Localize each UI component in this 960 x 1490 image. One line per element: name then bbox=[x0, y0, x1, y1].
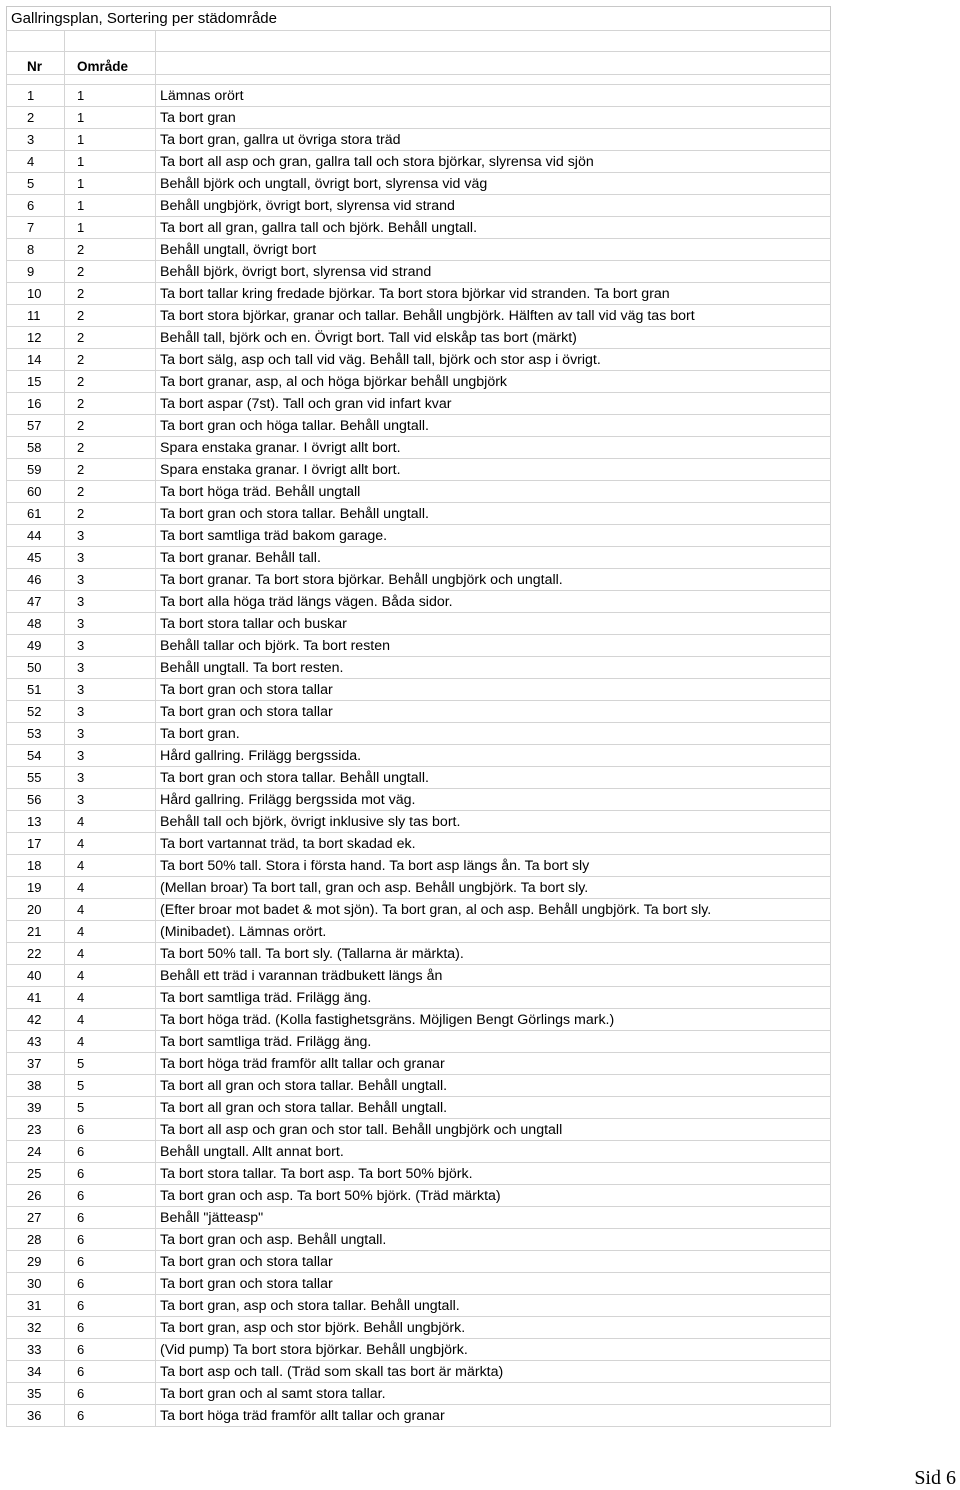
row-area: 4 bbox=[65, 899, 156, 921]
table-row bbox=[7, 1273, 831, 1295]
row-description: Ta bort gran och stora tallar. Behåll ungtall. bbox=[156, 503, 831, 525]
row-description: Ta bort höga träd framför allt tallar och granar bbox=[156, 1053, 831, 1075]
row-area: 6 bbox=[65, 1273, 156, 1295]
row-area: 4 bbox=[65, 987, 156, 1009]
row-area: 3 bbox=[65, 723, 156, 745]
row-nr: 55 bbox=[7, 767, 65, 789]
row-description: Ta bort gran och al samt stora tallar. bbox=[156, 1383, 831, 1405]
row-area: 3 bbox=[65, 679, 156, 701]
row-description: Ta bort gran och stora tallar. Behåll ungtall. bbox=[156, 767, 831, 789]
row-nr: 51 bbox=[7, 679, 65, 701]
table-row bbox=[7, 305, 831, 327]
row-description: Ta bort all gran, gallra tall och björk. Behåll ungtall. bbox=[156, 217, 831, 239]
row-nr: 3 bbox=[7, 129, 65, 151]
table-row bbox=[7, 503, 831, 525]
row-area: 2 bbox=[65, 327, 156, 349]
row-area: 4 bbox=[65, 811, 156, 833]
row-description: Ta bort vartannat träd, ta bort skadad ek. bbox=[156, 833, 831, 855]
row-description: Ta bort tallar kring fredade björkar. Ta bort stora björkar vid stranden. Ta bort gran bbox=[156, 283, 831, 305]
row-area: 2 bbox=[65, 415, 156, 437]
row-area: 3 bbox=[65, 569, 156, 591]
row-nr: 10 bbox=[7, 283, 65, 305]
row-nr: 18 bbox=[7, 855, 65, 877]
table-row bbox=[7, 877, 831, 899]
row-nr: 30 bbox=[7, 1273, 65, 1295]
row-description: Ta bort asp och tall. (Träd som skall tas bort är märkta) bbox=[156, 1361, 831, 1383]
row-description: Ta bort alla höga träd längs vägen. Båda sidor. bbox=[156, 591, 831, 613]
table-row bbox=[7, 613, 831, 635]
table-row bbox=[7, 129, 831, 151]
row-description: Ta bort samtliga träd. Frilägg äng. bbox=[156, 1031, 831, 1053]
row-area: 4 bbox=[65, 1009, 156, 1031]
row-area: 2 bbox=[65, 437, 156, 459]
row-description: Ta bort all asp och gran och stor tall. Behåll ungbjörk och ungtall bbox=[156, 1119, 831, 1141]
row-nr: 32 bbox=[7, 1317, 65, 1339]
header-desc bbox=[156, 52, 831, 75]
table-row bbox=[7, 1141, 831, 1163]
row-description: Ta bort gran, asp och stora tallar. Behåll ungtall. bbox=[156, 1295, 831, 1317]
row-description: Ta bort gran och stora tallar bbox=[156, 1273, 831, 1295]
row-description: Ta bort höga träd. (Kolla fastighetsgräns. Möjligen Bengt Görlings mark.) bbox=[156, 1009, 831, 1031]
row-description: Ta bort gran och asp. Behåll ungtall. bbox=[156, 1229, 831, 1251]
row-description: Behåll björk, övrigt bort, slyrensa vid strand bbox=[156, 261, 831, 283]
row-description: Ta bort gran och asp. Ta bort 50% björk. (Träd märkta) bbox=[156, 1185, 831, 1207]
row-area: 2 bbox=[65, 503, 156, 525]
row-nr: 61 bbox=[7, 503, 65, 525]
table-row bbox=[7, 195, 831, 217]
row-area: 4 bbox=[65, 1031, 156, 1053]
row-area: 3 bbox=[65, 745, 156, 767]
row-description: Hård gallring. Frilägg bergssida mot väg. bbox=[156, 789, 831, 811]
row-description: Behåll tall och björk, övrigt inklusive sly tas bort. bbox=[156, 811, 831, 833]
row-nr: 39 bbox=[7, 1097, 65, 1119]
row-nr: 29 bbox=[7, 1251, 65, 1273]
table-row bbox=[7, 745, 831, 767]
row-area: 2 bbox=[65, 481, 156, 503]
spreadsheet-page bbox=[6, 6, 831, 1427]
row-area: 2 bbox=[65, 371, 156, 393]
row-area: 6 bbox=[65, 1207, 156, 1229]
row-area: 5 bbox=[65, 1075, 156, 1097]
row-description: (Minibadet). Lämnas orört. bbox=[156, 921, 831, 943]
row-nr: 34 bbox=[7, 1361, 65, 1383]
page-number: Sid 6 bbox=[914, 1467, 956, 1489]
row-nr: 22 bbox=[7, 943, 65, 965]
row-nr: 48 bbox=[7, 613, 65, 635]
row-description: Ta bort sälg, asp och tall vid väg. Behåll tall, björk och stor asp i övrigt. bbox=[156, 349, 831, 371]
row-area: 4 bbox=[65, 943, 156, 965]
row-description: Ta bort samtliga träd bakom garage. bbox=[156, 525, 831, 547]
row-description: Behåll björk och ungtall, övrigt bort, slyrensa vid väg bbox=[156, 173, 831, 195]
table-row bbox=[7, 1339, 831, 1361]
table-row bbox=[7, 1405, 831, 1427]
table-row bbox=[7, 921, 831, 943]
row-description: Behåll tallar och björk. Ta bort resten bbox=[156, 635, 831, 657]
row-nr: 23 bbox=[7, 1119, 65, 1141]
row-area: 6 bbox=[65, 1229, 156, 1251]
row-area: 4 bbox=[65, 855, 156, 877]
table-row bbox=[7, 965, 831, 987]
row-description: Ta bort gran bbox=[156, 107, 831, 129]
row-nr: 5 bbox=[7, 173, 65, 195]
table-row bbox=[7, 1053, 831, 1075]
row-nr: 38 bbox=[7, 1075, 65, 1097]
row-description: Ta bort gran och stora tallar bbox=[156, 1251, 831, 1273]
row-area: 2 bbox=[65, 239, 156, 261]
table-row bbox=[7, 1075, 831, 1097]
row-area: 6 bbox=[65, 1251, 156, 1273]
row-nr: 43 bbox=[7, 1031, 65, 1053]
table-row bbox=[7, 151, 831, 173]
row-description: Ta bort granar. Behåll tall. bbox=[156, 547, 831, 569]
table-row bbox=[7, 789, 831, 811]
table-row bbox=[7, 371, 831, 393]
table-row bbox=[7, 415, 831, 437]
row-area: 5 bbox=[65, 1097, 156, 1119]
row-description: Ta bort gran och stora tallar bbox=[156, 679, 831, 701]
row-nr: 60 bbox=[7, 481, 65, 503]
row-area: 3 bbox=[65, 591, 156, 613]
table-row bbox=[7, 327, 831, 349]
row-nr: 7 bbox=[7, 217, 65, 239]
row-area: 3 bbox=[65, 613, 156, 635]
table-row bbox=[7, 1119, 831, 1141]
table-row bbox=[7, 1251, 831, 1273]
row-nr: 49 bbox=[7, 635, 65, 657]
row-nr: 2 bbox=[7, 107, 65, 129]
row-nr: 8 bbox=[7, 239, 65, 261]
row-nr: 47 bbox=[7, 591, 65, 613]
row-area: 1 bbox=[65, 85, 156, 107]
table-row bbox=[7, 1009, 831, 1031]
row-description: Ta bort granar. Ta bort stora björkar. Behåll ungbjörk och ungtall. bbox=[156, 569, 831, 591]
table-row bbox=[7, 811, 831, 833]
table-row bbox=[7, 855, 831, 877]
row-nr: 58 bbox=[7, 437, 65, 459]
row-description: Spara enstaka granar. I övrigt allt bort. bbox=[156, 437, 831, 459]
table-row bbox=[7, 85, 831, 107]
table-row bbox=[7, 591, 831, 613]
table-row bbox=[7, 481, 831, 503]
table-row bbox=[7, 569, 831, 591]
row-area: 3 bbox=[65, 657, 156, 679]
row-description: Behåll ungtall. Allt annat bort. bbox=[156, 1141, 831, 1163]
row-description: Ta bort all asp och gran, gallra tall och stora björkar, slyrensa vid sjön bbox=[156, 151, 831, 173]
table-row bbox=[7, 1185, 831, 1207]
row-nr: 35 bbox=[7, 1383, 65, 1405]
data-table bbox=[6, 30, 831, 1427]
row-description: Spara enstaka granar. I övrigt allt bort. bbox=[156, 459, 831, 481]
row-description: Ta bort aspar (7st). Tall och gran vid infart kvar bbox=[156, 393, 831, 415]
table-row bbox=[7, 943, 831, 965]
row-area: 2 bbox=[65, 283, 156, 305]
row-nr: 1 bbox=[7, 85, 65, 107]
row-nr: 54 bbox=[7, 745, 65, 767]
header-area: Område bbox=[65, 52, 156, 75]
table-row bbox=[7, 987, 831, 1009]
row-description: Hård gallring. Frilägg bergssida. bbox=[156, 745, 831, 767]
row-nr: 14 bbox=[7, 349, 65, 371]
blank-row bbox=[7, 31, 831, 52]
row-area: 3 bbox=[65, 525, 156, 547]
row-area: 2 bbox=[65, 393, 156, 415]
row-area: 3 bbox=[65, 547, 156, 569]
table-row bbox=[7, 393, 831, 415]
table-row bbox=[7, 525, 831, 547]
row-nr: 11 bbox=[7, 305, 65, 327]
row-area: 6 bbox=[65, 1383, 156, 1405]
row-description: Lämnas orört bbox=[156, 85, 831, 107]
row-nr: 28 bbox=[7, 1229, 65, 1251]
row-nr: 25 bbox=[7, 1163, 65, 1185]
row-nr: 36 bbox=[7, 1405, 65, 1427]
row-description: Ta bort 50% tall. Stora i första hand. Ta bort asp längs ån. Ta bort sly bbox=[156, 855, 831, 877]
row-area: 6 bbox=[65, 1185, 156, 1207]
row-area: 3 bbox=[65, 767, 156, 789]
row-description: Ta bort stora tallar och buskar bbox=[156, 613, 831, 635]
row-nr: 20 bbox=[7, 899, 65, 921]
table-row bbox=[7, 1097, 831, 1119]
row-area: 1 bbox=[65, 151, 156, 173]
row-area: 1 bbox=[65, 195, 156, 217]
row-description: Behåll ungtall, övrigt bort bbox=[156, 239, 831, 261]
row-nr: 53 bbox=[7, 723, 65, 745]
table-row bbox=[7, 437, 831, 459]
row-area: 6 bbox=[65, 1361, 156, 1383]
header-nr: Nr bbox=[7, 52, 65, 75]
row-nr: 6 bbox=[7, 195, 65, 217]
row-description: Ta bort all gran och stora tallar. Behåll ungtall. bbox=[156, 1075, 831, 1097]
row-nr: 42 bbox=[7, 1009, 65, 1031]
table-row bbox=[7, 833, 831, 855]
table-row bbox=[7, 1031, 831, 1053]
spacer-row bbox=[7, 75, 831, 85]
row-area: 6 bbox=[65, 1295, 156, 1317]
row-area: 4 bbox=[65, 965, 156, 987]
table-row bbox=[7, 217, 831, 239]
row-nr: 13 bbox=[7, 811, 65, 833]
row-area: 3 bbox=[65, 789, 156, 811]
row-nr: 26 bbox=[7, 1185, 65, 1207]
table-row bbox=[7, 701, 831, 723]
row-nr: 50 bbox=[7, 657, 65, 679]
table-row bbox=[7, 1295, 831, 1317]
row-description: Behåll ungbjörk, övrigt bort, slyrensa vid strand bbox=[156, 195, 831, 217]
row-nr: 9 bbox=[7, 261, 65, 283]
table-row bbox=[7, 679, 831, 701]
row-nr: 57 bbox=[7, 415, 65, 437]
row-area: 4 bbox=[65, 921, 156, 943]
table-row bbox=[7, 723, 831, 745]
table-row bbox=[7, 899, 831, 921]
row-area: 6 bbox=[65, 1339, 156, 1361]
row-nr: 21 bbox=[7, 921, 65, 943]
row-nr: 46 bbox=[7, 569, 65, 591]
row-nr: 45 bbox=[7, 547, 65, 569]
row-description: (Efter broar mot badet & mot sjön). Ta bort gran, al och asp. Behåll ungbjörk. Ta bort sly. bbox=[156, 899, 831, 921]
row-description: Ta bort gran, gallra ut övriga stora träd bbox=[156, 129, 831, 151]
row-area: 2 bbox=[65, 305, 156, 327]
row-area: 6 bbox=[65, 1119, 156, 1141]
table-row bbox=[7, 1229, 831, 1251]
row-description: Ta bort all gran och stora tallar. Behåll ungtall. bbox=[156, 1097, 831, 1119]
row-nr: 40 bbox=[7, 965, 65, 987]
row-description: Behåll tall, björk och en. Övrigt bort. Tall vid elskåp tas bort (märkt) bbox=[156, 327, 831, 349]
row-nr: 24 bbox=[7, 1141, 65, 1163]
row-area: 6 bbox=[65, 1163, 156, 1185]
row-description: (Vid pump) Ta bort stora björkar. Behåll ungbjörk. bbox=[156, 1339, 831, 1361]
row-nr: 16 bbox=[7, 393, 65, 415]
row-description: Behåll "jätteasp" bbox=[156, 1207, 831, 1229]
row-description: Ta bort gran och stora tallar bbox=[156, 701, 831, 723]
row-description: Behåll ungtall. Ta bort resten. bbox=[156, 657, 831, 679]
row-area: 4 bbox=[65, 877, 156, 899]
row-description: (Mellan broar) Ta bort tall, gran och asp. Behåll ungbjörk. Ta bort sly. bbox=[156, 877, 831, 899]
table-row bbox=[7, 261, 831, 283]
table-row bbox=[7, 283, 831, 305]
row-nr: 41 bbox=[7, 987, 65, 1009]
row-nr: 17 bbox=[7, 833, 65, 855]
row-nr: 59 bbox=[7, 459, 65, 481]
table-row bbox=[7, 635, 831, 657]
row-nr: 19 bbox=[7, 877, 65, 899]
table-row bbox=[7, 239, 831, 261]
table-row bbox=[7, 1317, 831, 1339]
row-description: Ta bort granar, asp, al och höga björkar behåll ungbjörk bbox=[156, 371, 831, 393]
row-nr: 4 bbox=[7, 151, 65, 173]
row-description: Ta bort samtliga träd. Frilägg äng. bbox=[156, 987, 831, 1009]
table-row bbox=[7, 657, 831, 679]
row-area: 1 bbox=[65, 173, 156, 195]
row-area: 3 bbox=[65, 635, 156, 657]
row-area: 1 bbox=[65, 217, 156, 239]
table-row bbox=[7, 107, 831, 129]
row-nr: 37 bbox=[7, 1053, 65, 1075]
row-description: Ta bort stora tallar. Ta bort asp. Ta bort 50% björk. bbox=[156, 1163, 831, 1185]
table-row bbox=[7, 1383, 831, 1405]
row-nr: 12 bbox=[7, 327, 65, 349]
row-description: Ta bort höga träd framför allt tallar och granar bbox=[156, 1405, 831, 1427]
table-row bbox=[7, 173, 831, 195]
row-area: 1 bbox=[65, 107, 156, 129]
row-nr: 15 bbox=[7, 371, 65, 393]
row-nr: 44 bbox=[7, 525, 65, 547]
row-area: 5 bbox=[65, 1053, 156, 1075]
row-description: Ta bort gran och höga tallar. Behåll ungtall. bbox=[156, 415, 831, 437]
row-description: Ta bort gran. bbox=[156, 723, 831, 745]
row-description: Ta bort höga träd. Behåll ungtall bbox=[156, 481, 831, 503]
row-area: 2 bbox=[65, 261, 156, 283]
table-row bbox=[7, 767, 831, 789]
row-area: 1 bbox=[65, 129, 156, 151]
row-description: Ta bort 50% tall. Ta bort sly. (Tallarna är märkta). bbox=[156, 943, 831, 965]
row-nr: 56 bbox=[7, 789, 65, 811]
table-row bbox=[7, 547, 831, 569]
row-nr: 33 bbox=[7, 1339, 65, 1361]
row-area: 4 bbox=[65, 833, 156, 855]
table-row bbox=[7, 349, 831, 371]
row-area: 2 bbox=[65, 459, 156, 481]
row-description: Behåll ett träd i varannan trädbukett längs ån bbox=[156, 965, 831, 987]
row-nr: 31 bbox=[7, 1295, 65, 1317]
row-description: Ta bort stora björkar, granar och tallar. Behåll ungbjörk. Hälften av tall vid väg tas bort bbox=[156, 305, 831, 327]
sheet-title: Gallringsplan, Sortering per städområde bbox=[6, 6, 831, 30]
header-row bbox=[7, 52, 831, 75]
row-area: 6 bbox=[65, 1317, 156, 1339]
row-area: 6 bbox=[65, 1405, 156, 1427]
table-row bbox=[7, 1163, 831, 1185]
table-row bbox=[7, 1361, 831, 1383]
row-area: 6 bbox=[65, 1141, 156, 1163]
row-description: Ta bort gran, asp och stor björk. Behåll ungbjörk. bbox=[156, 1317, 831, 1339]
row-area: 2 bbox=[65, 349, 156, 371]
table-row bbox=[7, 459, 831, 481]
row-area: 3 bbox=[65, 701, 156, 723]
table-row bbox=[7, 1207, 831, 1229]
row-nr: 52 bbox=[7, 701, 65, 723]
row-nr: 27 bbox=[7, 1207, 65, 1229]
